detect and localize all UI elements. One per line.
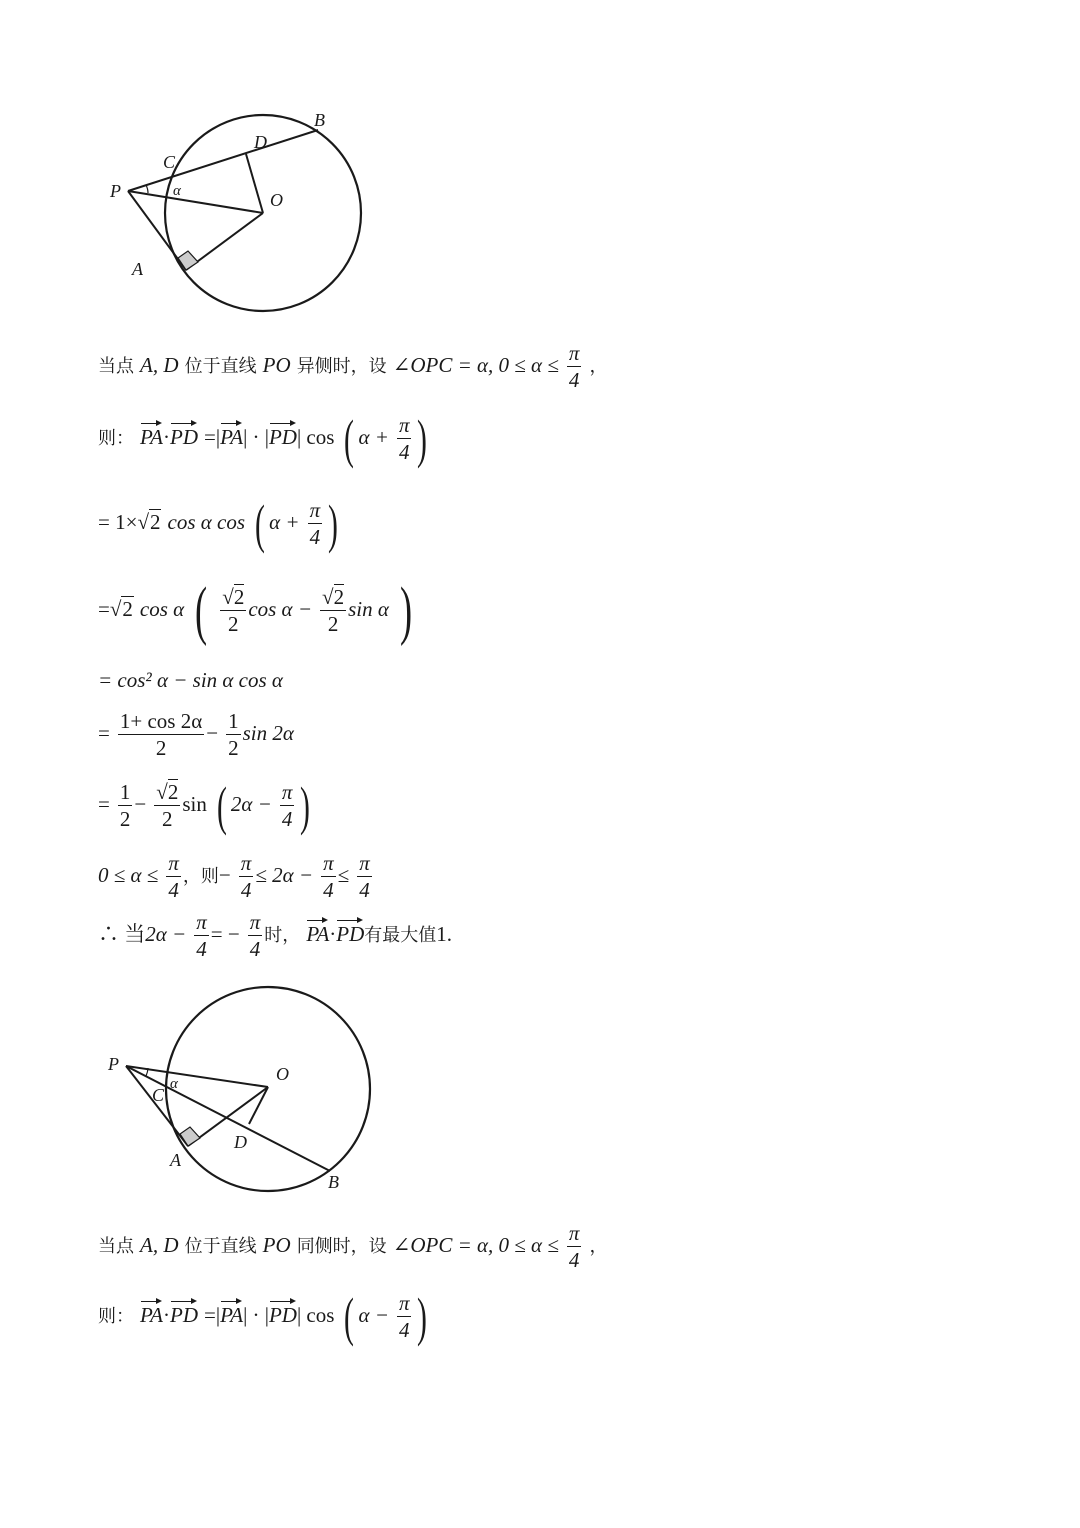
label-B-2: B — [328, 1172, 339, 1192]
text-line-4: =√2 cos α ( $\frac{√2}{2}$ cos α − $\frac{√2}{2}$ sin α ) — [98, 574, 412, 647]
label-O-2: O — [276, 1064, 289, 1084]
label-O: O — [270, 190, 283, 210]
label-B: B — [314, 110, 325, 130]
line-OD-2 — [249, 1087, 268, 1124]
text-line-8: 0 ≤ α ≤ $\frac{\pi}{4}$ ，则− $\frac{\pi}{4}$ ≤ 2α − $\frac{\pi}{4}$ ≤ $\frac{\pi}{4}$ — [98, 851, 370, 902]
text-line-2: 则： PA·PD =|PA| · |PD| cos ( α + $\frac{\pi}{4}$ ) — [98, 409, 428, 469]
text-line-11: 则： PA·PD =|PA| · |PD| cos ( α − $\frac{\pi}{4}$ ) — [98, 1287, 428, 1347]
line-PA-2 — [126, 1066, 188, 1146]
label-D: D — [254, 132, 267, 152]
text-line-7: = $\frac{1}{2}$ − $\frac{√2}{2}$ sin ( 2α − $\frac{\pi}{4}$ ) — [98, 776, 311, 836]
vector-PA: PA — [140, 421, 163, 448]
label-D-2: D — [234, 1132, 247, 1152]
right-angle-mark-2 — [180, 1127, 200, 1146]
text-line-6: = $\frac{1+ \cos 2\alpha}{2}$ − $\frac{1}{2}$ sin 2α — [98, 709, 294, 760]
label-C: C — [163, 152, 176, 172]
line-DO — [246, 154, 263, 213]
line-PO — [128, 191, 263, 213]
label-P: P — [110, 181, 121, 201]
label-A: A — [132, 259, 143, 279]
figure-2-diagram — [100, 978, 380, 1198]
label-C-2: C — [152, 1085, 165, 1105]
text-line-9: ∴ 当2α − $\frac{\pi}{4}$ = − $\frac{\pi}{4}$ 时， PA·PD有最大值1. — [98, 910, 453, 961]
label-P-2: P — [108, 1054, 119, 1074]
text-line-1: 当点 A, D 位于直线 PO 异侧时，设 ∠OPC = α, 0 ≤ α ≤ $\frac{\pi}{4}$ ， — [98, 341, 608, 392]
text-line-5: = cos² α − sin α cos α — [98, 668, 283, 692]
label-A-2: A — [170, 1150, 181, 1170]
text-line-10: 当点 A, D 位于直线 PO 同侧时，设 ∠OPC = α, 0 ≤ α ≤ $\frac{\pi}{4}$ ， — [98, 1221, 608, 1272]
text-line-3: = 1×√2 cos α cos ( α + $\frac{\pi}{4}$ ) — [98, 494, 339, 554]
line-PB — [128, 130, 318, 191]
figure-1-diagram — [100, 100, 380, 320]
label-alpha-2: α — [170, 1076, 178, 1092]
label-alpha: α — [173, 183, 181, 199]
vector-PD: PD — [170, 421, 198, 448]
fraction-pi-4: $\frac{\pi}{4}$ — [568, 341, 580, 392]
